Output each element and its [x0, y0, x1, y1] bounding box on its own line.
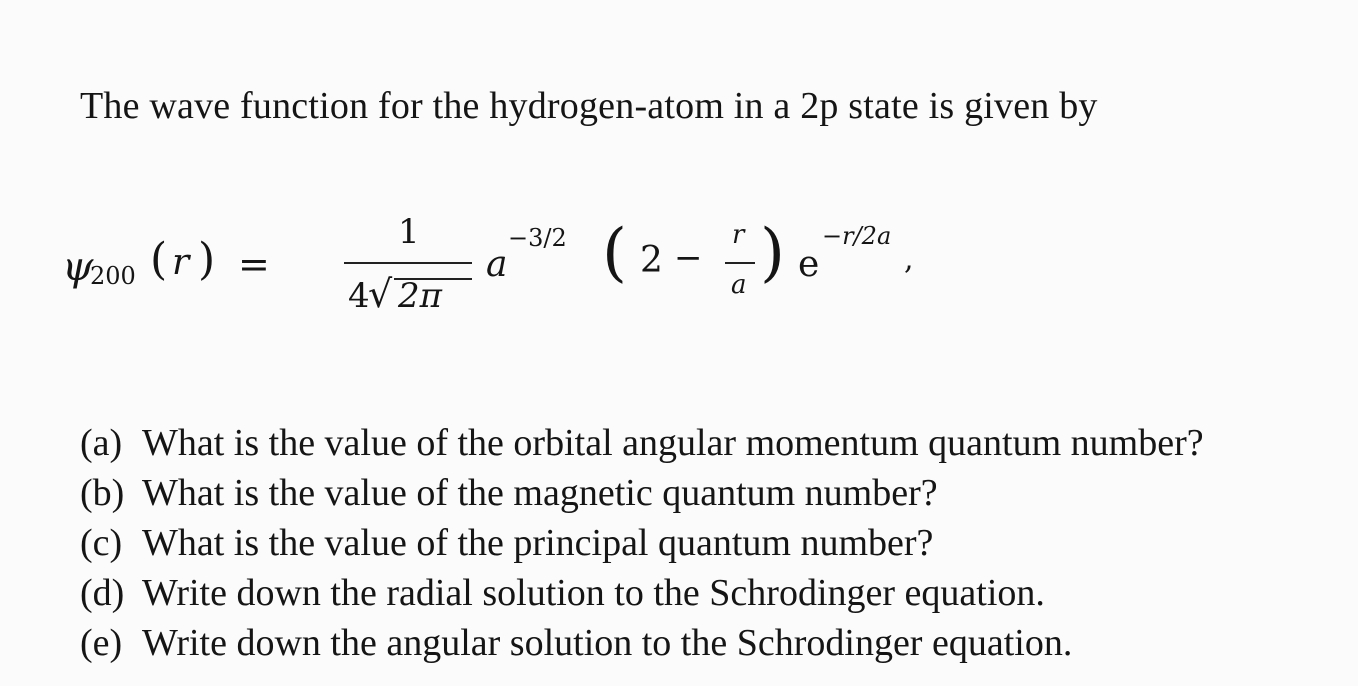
sqrt-content: 2π: [398, 276, 442, 316]
constant-two: 2: [640, 240, 663, 281]
intro-text: The wave function for the hydrogen-atom in a 2p state is given by: [80, 85, 1098, 127]
minus-sign: −: [674, 238, 703, 278]
fraction-numerator: 1: [398, 212, 420, 252]
close-paren-r: ): [198, 234, 216, 285]
fraction-denominator-coeff: 4: [348, 276, 370, 316]
equals-sign: =: [238, 242, 270, 286]
trailing-comma: ,: [904, 242, 914, 277]
exponent-a: −3/2: [508, 224, 567, 252]
sqrt-icon: √: [368, 272, 393, 316]
question-text: Write down the angular solution to the Schrodinger equation.: [142, 622, 1073, 664]
exponential-base: e: [798, 244, 820, 285]
big-open-paren: (: [602, 216, 627, 290]
list-item: [80, 568, 1204, 618]
question-text: Write down the radial solution to the Schrodinger equation.: [142, 572, 1045, 614]
psi-subscript: 200: [90, 262, 136, 290]
question-label: (e): [80, 622, 123, 664]
inner-fraction-denominator: a: [731, 270, 747, 300]
wave-function-equation: [62, 200, 922, 330]
list-item: [80, 618, 1204, 668]
variable-r: r: [172, 242, 190, 283]
inner-fraction-bar: [725, 262, 755, 264]
question-label: (c): [80, 522, 123, 564]
list-item: [80, 518, 1204, 568]
question-text: What is the value of the principal quantum number?: [142, 522, 934, 564]
question-list: [80, 418, 1204, 668]
question-text: What is the value of the orbital angular momentum quantum number?: [142, 422, 1204, 464]
exponential-exponent: −r/2a: [822, 222, 892, 250]
open-paren-r: (: [150, 234, 168, 285]
inner-fraction-numerator: r: [732, 220, 745, 250]
fraction-bar: [344, 262, 472, 264]
question-label: (b): [80, 472, 125, 514]
list-item: [80, 418, 1204, 468]
base-a: a: [486, 244, 508, 285]
big-close-paren: ): [760, 216, 785, 290]
psi-symbol: ψ: [62, 244, 94, 290]
question-label: (a): [80, 422, 123, 464]
list-item: [80, 468, 1204, 518]
question-text: What is the value of the magnetic quantum number?: [142, 472, 938, 514]
question-label: (d): [80, 572, 125, 614]
square-root: [368, 272, 472, 316]
